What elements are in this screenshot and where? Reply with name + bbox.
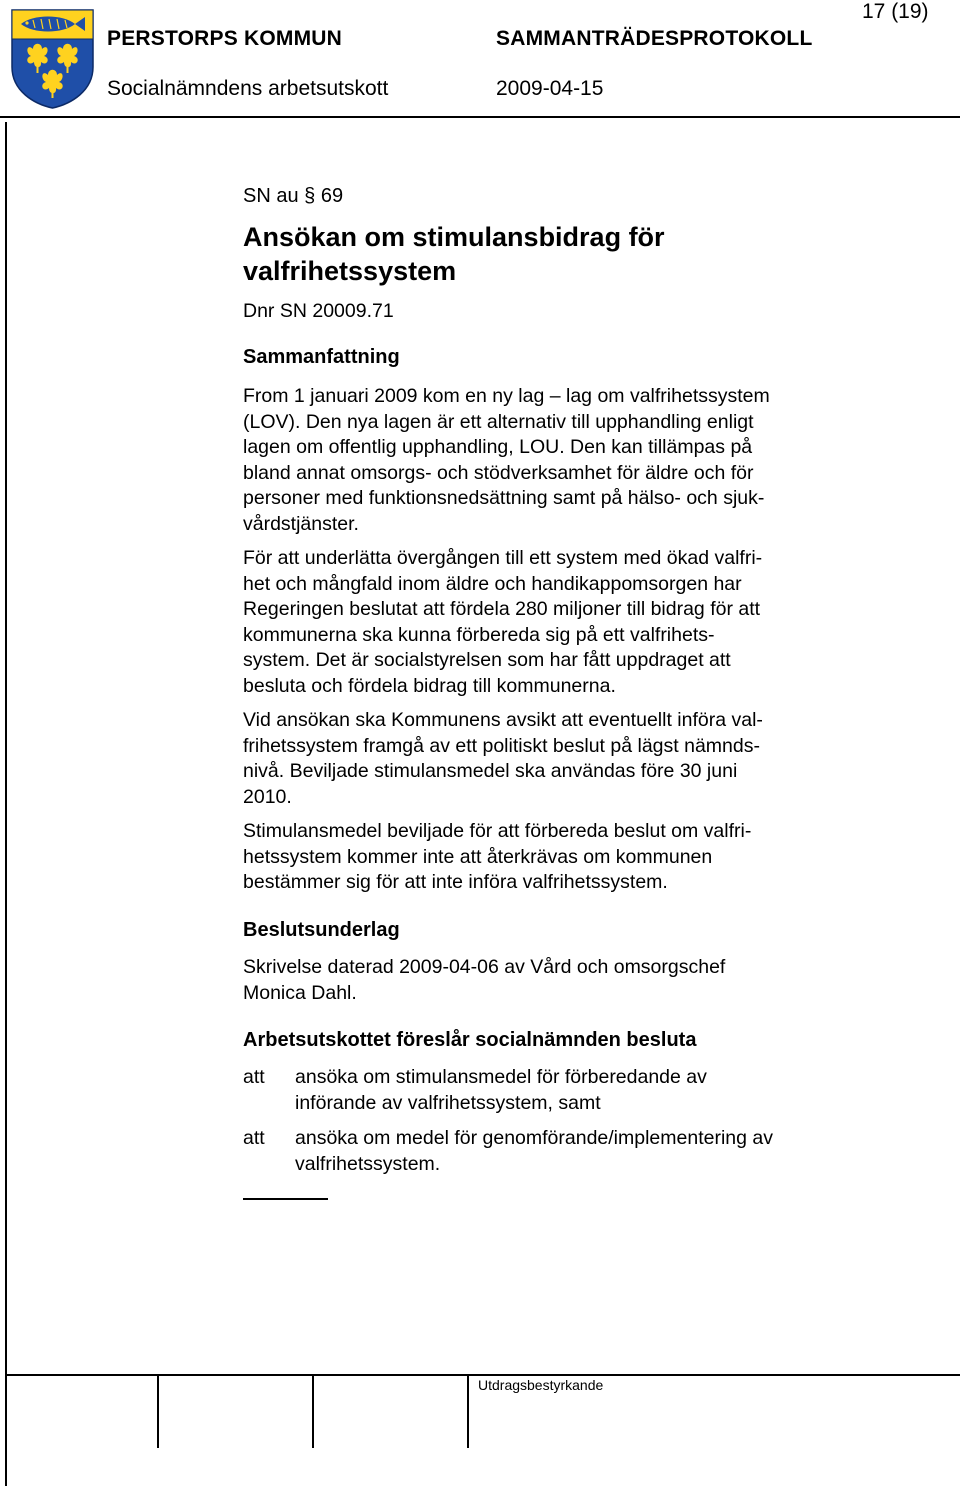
text-line: införande av valfrihetssystem, samt (295, 1091, 601, 1114)
text-line: personer med funktionsnedsättning samt på hälso- och sjuk- (243, 487, 765, 509)
footer-divider-3 (467, 1374, 469, 1448)
document-type: SAMMANTRÄDESPROTOKOLL (496, 27, 813, 50)
municipality-coat-of-arms-logo (11, 9, 94, 109)
diary-number: Dnr SN 20009.71 (243, 300, 394, 322)
basis-text (243, 955, 725, 1006)
left-margin-line (5, 122, 7, 1486)
proposal-item-text (295, 1065, 707, 1116)
proposal-item-prefix: att (243, 1127, 265, 1149)
summary-paragraph-3 (243, 708, 763, 810)
meeting-date: 2009-04-15 (496, 77, 604, 100)
text-line: nivå. Beviljade stimulansmedel ska användas före 30 juni (243, 760, 738, 782)
text-line: Monica Dahl. (243, 981, 357, 1004)
proposal-heading: Arbetsutskottet föreslår socialnämnden besluta (243, 1029, 697, 1051)
text-line: (LOV). Den nya lagen är ett alternativ till upphandling enligt (243, 410, 754, 433)
basis-heading: Beslutsunderlag (243, 919, 400, 941)
header-divider (0, 116, 960, 118)
summary-heading: Sammanfattning (243, 346, 400, 368)
text-line: För att underlätta övergången till ett system med ökad valfri- (243, 547, 763, 569)
text-line: bestämmer sig för att inte införa valfrihetssystem. (243, 871, 668, 893)
summary-paragraph-4 (243, 819, 751, 896)
item-title-line-1: Ansökan om stimulansbidrag för (243, 222, 665, 252)
text-line: valfrihetssystem. (295, 1152, 441, 1175)
text-line: het och mångfald inom äldre och handikappomsorgen har (243, 572, 742, 595)
section-end-rule (243, 1198, 328, 1200)
text-line: Vid ansökan ska Kommunens avsikt att eventuellt införa val- (243, 709, 763, 731)
summary-paragraph-2 (243, 546, 762, 699)
municipality-name: PERSTORPS KOMMUN (107, 27, 342, 50)
text-line: besluta och fördela bidrag till kommunerna. (243, 674, 616, 697)
footer-divider-1 (157, 1374, 159, 1448)
committee-name: Socialnämndens arbetsutskott (107, 77, 389, 100)
text-line: Stimulansmedel beviljade för att förbereda beslut om valfri- (243, 820, 752, 842)
text-line: lagen om offentlig upphandling, LOU. Den kan tillämpas på (243, 436, 753, 458)
text-line: Regeringen beslutat att fördela 280 miljoner till bidrag för att (243, 598, 761, 620)
item-title-line-2: valfrihetssystem (243, 256, 457, 286)
text-line: From 1 januari 2009 kom en ny lag – lag om valfrihetssystem (243, 385, 770, 407)
proposal-item-text (295, 1126, 773, 1177)
text-line: frihetssystem framgå av ett politiskt beslut på lägst nämnds- (243, 734, 760, 757)
text-line: ansöka om stimulansmedel för förberedande av (295, 1066, 707, 1088)
footer-certification-label: Utdragsbestyrkande (478, 1377, 604, 1393)
text-line: Skrivelse daterad 2009-04-06 av Vård och omsorgschef (243, 956, 726, 978)
proposal-item-prefix: att (243, 1066, 265, 1088)
footer-top-line (5, 1374, 960, 1376)
text-line: kommunerna ska kunna förbereda sig på ett valfrihets- (243, 623, 715, 646)
footer-divider-2 (312, 1374, 314, 1448)
text-line: hetssystem kommer inte att återkrävas om kommunen (243, 845, 713, 868)
text-line: 2010. (243, 785, 292, 808)
text-line: bland annat omsorgs- och stödverksamhet för äldre och för (243, 461, 754, 484)
text-line: vårdstjänster. (243, 512, 359, 535)
page-number: 17 (19) (862, 0, 929, 23)
summary-paragraph-1 (243, 384, 770, 537)
text-line: system. Det är socialstyrelsen som har fått uppdraget att (243, 649, 731, 671)
item-number: SN au § 69 (243, 185, 344, 207)
text-line: ansöka om medel för genomförande/implementering av (295, 1127, 774, 1149)
